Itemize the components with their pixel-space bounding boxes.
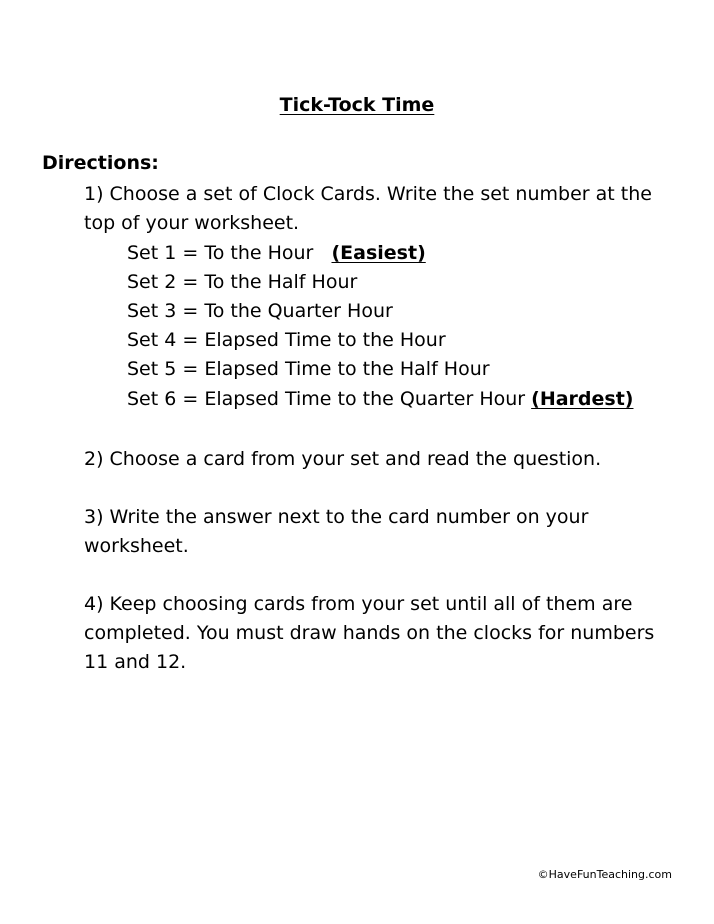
copyright-notice: ©HaveFunTeaching.com xyxy=(537,868,672,881)
step-2-text: 2) Choose a card from your set and read the question. xyxy=(84,448,602,470)
set-1-label: Set 1 = To the Hour xyxy=(127,242,314,264)
directions-heading: Directions: xyxy=(42,152,159,174)
set-1-line xyxy=(127,239,426,268)
set-4-label: Set 4 = Elapsed Time to the Hour xyxy=(127,329,446,351)
set-4-line xyxy=(127,326,446,355)
page-title: Tick-Tock Time xyxy=(279,94,435,116)
set-3-label: Set 3 = To the Quarter Hour xyxy=(127,300,393,322)
set-1-tag: (Easiest) xyxy=(331,242,426,264)
step-3-text: 3) Write the answer next to the card number on your worksheet. xyxy=(84,506,589,557)
set-6-tag: (Hardest) xyxy=(531,388,634,410)
set-6-label: Set 6 = Elapsed Time to the Quarter Hour xyxy=(127,388,526,410)
set-2-line xyxy=(127,268,357,297)
set-2-label: Set 2 = To the Half Hour xyxy=(127,271,358,293)
set-3-line xyxy=(127,297,393,326)
step-1-text: 1) Choose a set of Clock Cards. Write the set number at the top of your worksheet. xyxy=(84,183,652,234)
set-6-line xyxy=(127,385,633,414)
step-4-text: 4) Keep choosing cards from your set until all of them are completed. You must draw hands on the clocks for numbers 11 and 12. xyxy=(84,593,655,673)
set-5-line xyxy=(127,355,490,384)
set-5-label: Set 5 = Elapsed Time to the Half Hour xyxy=(127,358,490,380)
